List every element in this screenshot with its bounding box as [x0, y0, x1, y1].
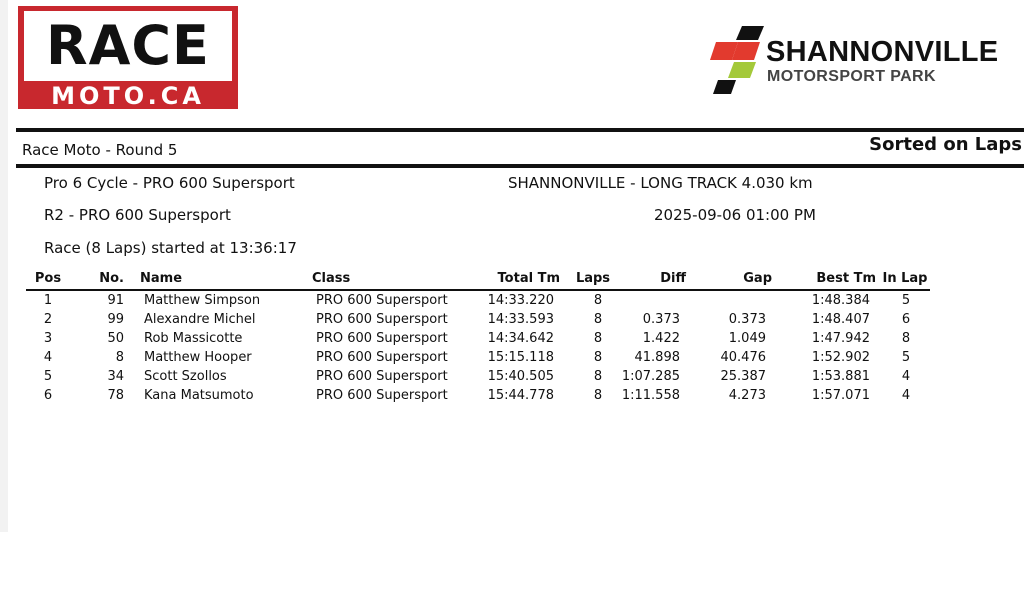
cell-number: 78 [107, 388, 124, 403]
cell-total-time: 15:40.505 [487, 369, 554, 384]
cell-laps: 8 [593, 312, 603, 327]
cell-total-time: 15:15.118 [487, 350, 554, 365]
cell-name: Kana Matsumoto [144, 388, 254, 403]
date-time: 2025-09-06 01:00 PM [654, 206, 816, 224]
cell-in-lap: 6 [901, 312, 911, 327]
cell-class: PRO 600 Supersport [316, 293, 448, 308]
header-diff: Diff [660, 271, 686, 286]
cell-number: 50 [107, 331, 124, 346]
header-rule [16, 128, 1024, 132]
racemoto-logo-sub: MOTO.CA [51, 82, 205, 110]
table-row [26, 350, 930, 369]
header-no: No. [99, 271, 124, 286]
cell-gap: 4.273 [728, 388, 766, 403]
cell-class: PRO 600 Supersport [316, 312, 448, 327]
cell-in-lap: 5 [901, 350, 911, 365]
race-line: R2 - PRO 600 Supersport [44, 206, 231, 224]
cell-best-time: 1:48.407 [811, 312, 870, 327]
cell-number: 99 [107, 312, 124, 327]
cell-diff: 1.422 [642, 331, 680, 346]
cell-in-lap: 4 [901, 369, 911, 384]
cell-in-lap: 5 [901, 293, 911, 308]
table-row [26, 293, 930, 312]
cell-diff: 0.373 [642, 312, 680, 327]
cell-best-time: 1:48.384 [811, 293, 870, 308]
cell-name: Alexandre Michel [144, 312, 256, 327]
sort-label: Sorted on Laps [869, 134, 1022, 155]
cell-pos: 2 [43, 312, 53, 327]
header-rule-bottom [16, 164, 1024, 168]
cell-pos: 5 [43, 369, 53, 384]
cell-diff: 1:11.558 [621, 388, 680, 403]
cell-number: 8 [115, 350, 124, 365]
cell-in-lap: 8 [901, 331, 911, 346]
cell-class: PRO 600 Supersport [316, 350, 448, 365]
cell-pos: 3 [43, 331, 53, 346]
shannonville-flag-icon [708, 22, 766, 98]
racemoto-logo [18, 6, 238, 109]
cell-total-time: 14:33.220 [487, 293, 554, 308]
cell-name: Scott Szollos [144, 369, 227, 384]
table-row [26, 388, 930, 407]
table-row [26, 312, 930, 331]
cell-name: Rob Massicotte [144, 331, 243, 346]
results-table-header [26, 271, 930, 291]
cell-total-time: 14:33.593 [487, 312, 554, 327]
table-row [26, 369, 930, 388]
header-in-lap: In Lap [882, 271, 928, 286]
race-start-line: Race (8 Laps) started at 13:36:17 [44, 239, 297, 257]
track-line: SHANNONVILLE - LONG TRACK 4.030 km [508, 174, 813, 192]
cell-best-time: 1:53.881 [811, 369, 870, 384]
cell-gap: 0.373 [728, 312, 766, 327]
cell-class: PRO 600 Supersport [316, 331, 448, 346]
cell-total-time: 14:34.642 [487, 331, 554, 346]
header-best-time: Best Tm [816, 271, 876, 286]
shannonville-logo-title: SHANNONVILLE [766, 36, 999, 68]
cell-laps: 8 [593, 293, 603, 308]
cell-class: PRO 600 Supersport [316, 369, 448, 384]
header-pos: Pos [34, 271, 62, 286]
cell-in-lap: 4 [901, 388, 911, 403]
event-title: Race Moto - Round 5 [22, 141, 178, 159]
cell-best-time: 1:47.942 [811, 331, 870, 346]
class-line: Pro 6 Cycle - PRO 600 Supersport [44, 174, 295, 192]
cell-pos: 4 [43, 350, 53, 365]
cell-laps: 8 [593, 388, 603, 403]
shannonville-logo [708, 22, 1024, 100]
cell-laps: 8 [593, 369, 603, 384]
table-row [26, 331, 930, 350]
cell-laps: 8 [593, 331, 603, 346]
cell-diff: 41.898 [634, 350, 680, 365]
header-laps: Laps [575, 271, 611, 286]
cell-total-time: 15:44.778 [487, 388, 554, 403]
cell-gap: 25.387 [720, 369, 766, 384]
header-total-time: Total Tm [497, 271, 560, 286]
cell-gap: 40.476 [720, 350, 766, 365]
cell-pos: 1 [43, 293, 53, 308]
cell-class: PRO 600 Supersport [316, 388, 448, 403]
cell-best-time: 1:57.071 [811, 388, 870, 403]
header-name: Name [140, 271, 183, 286]
cell-laps: 8 [593, 350, 603, 365]
cell-gap: 1.049 [728, 331, 766, 346]
header-gap: Gap [743, 271, 772, 286]
cell-diff: 1:07.285 [621, 369, 680, 384]
cell-number: 91 [107, 293, 124, 308]
shannonville-logo-subtitle: MOTORSPORT PARK [767, 68, 936, 85]
cell-name: Matthew Hooper [144, 350, 252, 365]
cell-name: Matthew Simpson [144, 293, 261, 308]
cell-number: 34 [107, 369, 124, 384]
cell-pos: 6 [43, 388, 53, 403]
header-class: Class [312, 271, 351, 286]
racemoto-logo-main: RACE [46, 14, 210, 77]
cell-best-time: 1:52.902 [811, 350, 870, 365]
